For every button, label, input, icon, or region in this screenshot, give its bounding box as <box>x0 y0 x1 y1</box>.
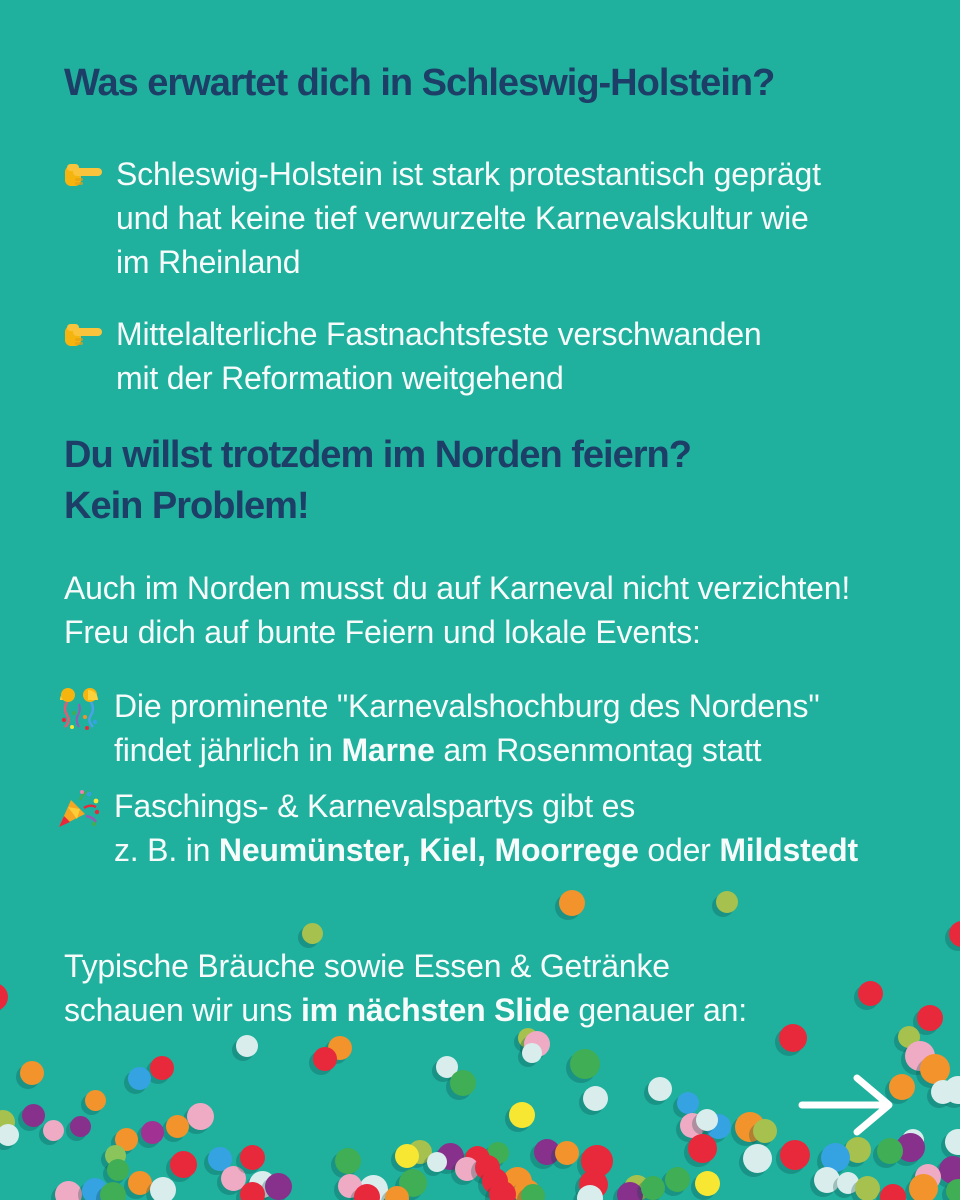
confetti-dot <box>814 1167 840 1193</box>
confetti-dot <box>522 1043 542 1063</box>
confetti-dot <box>716 891 738 913</box>
section-heading <box>64 430 691 532</box>
paragraph-intro <box>64 566 850 654</box>
pointing-finger-icon <box>64 159 106 194</box>
pointing-finger-icon <box>64 319 106 354</box>
confetti-dot <box>249 1171 276 1198</box>
confetti-dot <box>482 1168 508 1194</box>
bullet-line: und hat keine tief verwurzelte Karnevalskultur wie <box>116 200 809 236</box>
bullet-item-3 <box>56 684 819 772</box>
confetti-dot <box>877 1138 903 1164</box>
confetti-dot <box>641 1176 665 1200</box>
party-popper-icon <box>56 786 106 835</box>
highlight-cities: Neumünster, Kiel, Moorrege <box>218 832 639 868</box>
confetti-dot <box>150 1056 174 1080</box>
confetti-dot <box>265 1173 292 1200</box>
confetti-dot <box>706 1114 731 1139</box>
confetti-dot <box>408 1140 432 1164</box>
confetti-dot <box>821 1143 850 1172</box>
confetti-dot <box>570 1049 600 1079</box>
confetti-dot <box>945 1129 960 1155</box>
confetti-dot <box>43 1120 64 1141</box>
confetti-dot <box>100 1182 126 1200</box>
bullet-line: Die prominente "Karnevalshochburg des Nordens" <box>114 688 820 724</box>
confetti-dot <box>70 1116 91 1137</box>
confetti-dot <box>837 1172 859 1194</box>
confetti-dot <box>338 1174 362 1198</box>
confetti-dot <box>579 1170 608 1199</box>
confetti-dot <box>896 1133 925 1162</box>
confetti-dot <box>128 1171 152 1195</box>
confetti-dot <box>845 1137 871 1163</box>
confetti-dot <box>240 1182 265 1200</box>
bullet-item-4 <box>56 784 858 872</box>
confetti-dot <box>465 1146 490 1171</box>
bullet-line: z. B. in Neumünster, Kiel, Moorrege oder Mildstedt <box>114 832 858 868</box>
confetti-dot <box>107 1159 129 1181</box>
confetti-dot <box>437 1143 464 1170</box>
confetti-dot <box>221 1166 246 1191</box>
confetti-dot <box>328 1036 352 1060</box>
highlight-mildstedt: Mildstedt <box>719 832 858 868</box>
confetti-dot <box>581 1145 613 1177</box>
confetti-dot <box>577 1185 603 1200</box>
confetti-dot <box>917 1005 943 1031</box>
confetti-dot <box>902 1129 924 1151</box>
confetti-dot <box>920 1054 950 1084</box>
confetti-dot <box>450 1070 476 1096</box>
heading-line: Kein Problem! <box>64 485 309 527</box>
confetti-dot <box>395 1144 419 1168</box>
confetti-dot <box>503 1167 532 1196</box>
confetti-dot <box>354 1184 380 1200</box>
confetti-dot <box>880 1184 906 1200</box>
confetti-dot <box>617 1182 643 1200</box>
confetti-dot <box>436 1056 458 1078</box>
confetti-dot <box>931 1080 955 1104</box>
confetti-dot <box>313 1047 337 1071</box>
confetti-dot <box>555 1141 579 1165</box>
confetti-dot <box>534 1139 560 1165</box>
confetti-dot <box>0 1124 19 1146</box>
confetti-dot <box>236 1035 258 1057</box>
confetti-dot <box>455 1157 479 1181</box>
confetti-dot <box>82 1178 108 1200</box>
confetti-dot <box>939 1156 960 1184</box>
confetti-dot <box>680 1113 705 1138</box>
bullet-item-1 <box>64 152 821 284</box>
paragraph-line: Freu dich auf bunte Feiern und lokale Events: <box>64 614 701 650</box>
confetti-dot <box>489 1181 516 1200</box>
confetti-dot <box>335 1148 361 1174</box>
confetti-dot <box>559 890 585 916</box>
paragraph-line: Auch im Norden musst du auf Karneval nicht verzichten! <box>64 570 851 606</box>
confetti-dot <box>905 1041 935 1071</box>
confetti-dot <box>509 1102 535 1128</box>
confetti-dot <box>22 1104 45 1127</box>
confetti-dot <box>55 1181 82 1200</box>
confetti-dot <box>735 1112 765 1142</box>
confetti-dot <box>695 1171 720 1196</box>
confetti-dot <box>514 1179 540 1200</box>
bullet-item-2 <box>64 312 762 400</box>
confetti-dot <box>240 1145 265 1170</box>
confetti-dot <box>915 1164 941 1190</box>
confetti-dot <box>696 1109 718 1131</box>
arrow-right-icon <box>798 1123 898 1140</box>
confetti-dot <box>105 1145 126 1166</box>
confetti-dot <box>909 1174 938 1200</box>
confetti-dot <box>898 1026 920 1048</box>
bullet-line: im Rheinland <box>116 244 301 280</box>
confetti-dot <box>688 1134 717 1163</box>
confetti-dot <box>166 1115 189 1138</box>
confetti-dot <box>624 1175 650 1200</box>
page-title: Was erwartet dich in Schleswig-Holstein? <box>64 62 775 104</box>
confetti-dot <box>858 981 883 1006</box>
paragraph-outro <box>64 944 747 1032</box>
confetti-dot <box>779 1024 807 1052</box>
confetti-dot <box>487 1142 509 1164</box>
confetti-dot <box>170 1151 197 1178</box>
confetti-dot <box>0 1110 15 1134</box>
confetti-dot <box>85 1090 106 1111</box>
confetti-dot <box>359 1175 388 1200</box>
confetti-dot <box>946 1179 960 1200</box>
confetti-dot <box>187 1103 214 1130</box>
confetti-dot <box>115 1128 138 1151</box>
confetti-dot <box>0 983 8 1011</box>
confetti-dot <box>944 1076 960 1104</box>
confetti-dot <box>208 1147 232 1171</box>
paragraph-line: Typische Bräuche sowie Essen & Getränke <box>64 948 670 984</box>
confetti-ball-icon <box>56 686 106 737</box>
confetti-dot <box>385 1186 409 1200</box>
confetti-dot <box>427 1152 447 1172</box>
confetti-dot <box>949 921 960 947</box>
confetti-dot <box>665 1167 690 1192</box>
confetti-dot <box>150 1177 176 1200</box>
confetti-dot <box>475 1155 500 1180</box>
confetti-dot <box>128 1067 151 1090</box>
confetti-dot <box>743 1144 772 1173</box>
confetti-dot <box>648 1077 672 1101</box>
bullet-line: Schleswig-Holstein ist stark protestantisch geprägt <box>116 156 821 192</box>
confetti-dot <box>141 1121 164 1144</box>
bullet-line: Mittelalterliche Fastnachtsfeste verschwanden <box>116 316 762 352</box>
heading-line: Du willst trotzdem im Norden feiern? <box>64 434 691 476</box>
paragraph-line: schauen wir uns im nächsten Slide genauer an: <box>64 992 747 1028</box>
confetti-dot <box>780 1140 810 1170</box>
bullet-line: Faschings- & Karnevalspartys gibt es <box>114 788 636 824</box>
confetti-dot <box>20 1061 44 1085</box>
highlight-next-slide: im nächsten Slide <box>300 992 570 1028</box>
confetti-dot <box>521 1184 545 1200</box>
bullet-line: findet jährlich in Marne am Rosenmontag statt <box>114 732 762 768</box>
bullet-line: mit der Reformation weitgehend <box>116 360 564 396</box>
confetti-dot <box>855 1176 880 1200</box>
highlight-marne: Marne <box>341 732 435 768</box>
confetti-dot <box>583 1086 608 1111</box>
confetti-dot <box>302 923 323 944</box>
confetti-dot <box>677 1092 699 1114</box>
next-arrow-button[interactable] <box>798 1074 898 1136</box>
confetti-dot <box>753 1119 777 1143</box>
confetti-dot <box>399 1169 427 1197</box>
confetti-dot <box>524 1031 550 1057</box>
